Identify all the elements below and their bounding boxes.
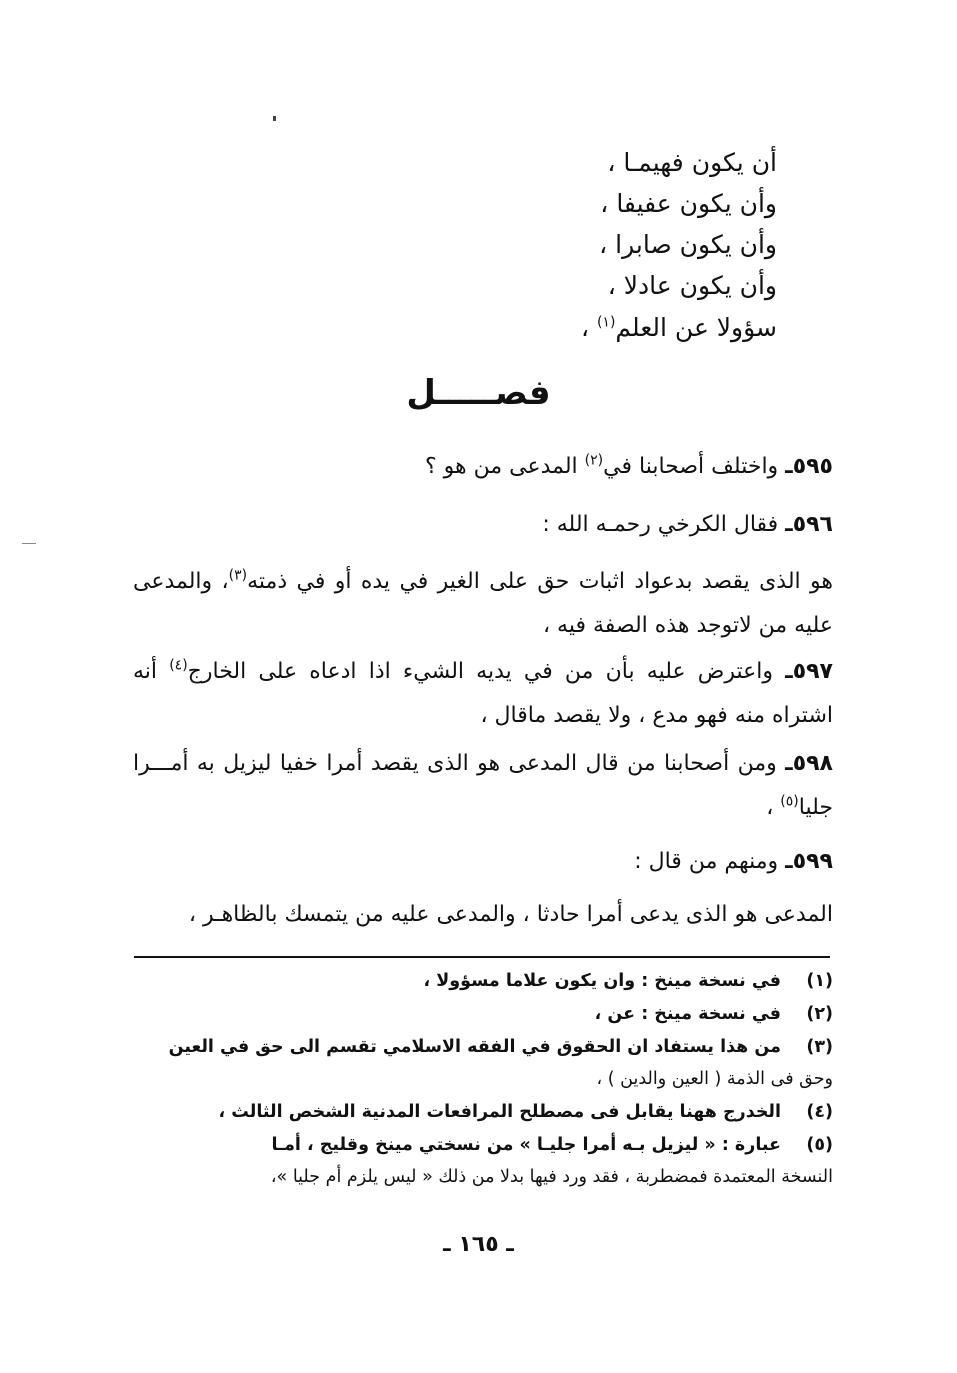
footnote-number: (٣) <box>806 1037 833 1057</box>
footnote-5 <box>133 1130 833 1161</box>
paragraph-text: واختلف أصحابنا في <box>603 454 786 479</box>
footnote-1 <box>133 966 833 997</box>
paragraph-text: أنه اشتراه منه فهو مدع ، ولا يقصد ماقال ، <box>133 659 833 728</box>
paragraph-595 <box>133 445 833 489</box>
paragraph-text: ومنهم من قال : <box>634 849 786 874</box>
paragraph-text: واعترض عليه بأن من في يديه الشيء اذا ادعاه على الخارج <box>187 659 786 684</box>
paragraph-597 <box>133 650 833 738</box>
footnote-text: في نسخة مينخ : عن ، <box>594 1004 781 1024</box>
paragraph-598 <box>133 742 833 830</box>
paragraph-596 <box>133 503 833 547</box>
margin-mark <box>22 543 36 544</box>
footnote-ref-4[interactable]: (٤) <box>169 657 188 674</box>
footnote-text: عبارة : « ليزيل بـه أمرا جليـا » من نسختي مينخ وقليج ، أمـا <box>271 1135 781 1155</box>
footnote-3-continuation: وحق فى الذمة ( العين والدين ) ، <box>596 1069 833 1089</box>
footnote-text: في نسخة مينخ : وان يكون علاما مسؤولا ، <box>423 971 781 991</box>
verse-line-5-text: سؤولا عن العلم <box>615 313 777 342</box>
paragraph-599 <box>133 840 833 884</box>
page-number: ـ ١٦٥ ـ <box>443 1232 514 1257</box>
verse-line-5-tail: ، <box>580 313 597 342</box>
footnote-number: (١) <box>806 971 833 991</box>
section-heading: فصـــــل <box>406 373 551 413</box>
paragraph-text: ، <box>766 795 781 820</box>
verse-line-3: وأن يكون صابرا ، <box>599 230 777 259</box>
footnote-4 <box>133 1097 833 1128</box>
verse-line-2: وأن يكون عفيفا ، <box>600 189 777 218</box>
footnote-ref-2[interactable]: (٢) <box>584 452 604 469</box>
verse-line-4: وأن يكون عادلا ، <box>607 271 777 300</box>
paragraph-text: المدعى من هو ؟ <box>424 454 585 479</box>
footnote-number: (٤) <box>806 1102 833 1122</box>
footnote-2 <box>133 999 833 1030</box>
footnote-ref-1[interactable]: (١) <box>596 314 616 331</box>
paragraph-number: ٥٩٥ـ <box>785 454 833 479</box>
paragraph-number: ٥٩٦ـ <box>785 512 833 537</box>
paragraph-text: ، والمدعى عليه من لاتوجد هذه الصفة فيه ، <box>133 569 833 638</box>
footnote-ref-5[interactable]: (٥) <box>780 793 799 810</box>
final-paragraph: المدعى هو الذى يدعى أمرا حادثا ، والمدعى عليه من يتمسك بالظاهـر ، <box>188 902 833 927</box>
verse-line-1: أن يكون فهيمـا ، <box>607 148 777 177</box>
footnote-separator <box>134 956 830 958</box>
paragraph-text: ومن أصحابنا من قال المدعى هو الذى يقصد أمرا خفيا ليزيل به أمـــرا جليا <box>133 751 833 820</box>
paragraph-number: ٥٩٩ـ <box>785 849 833 874</box>
footnote-5-continuation: النسخة المعتمدة فمضطربة ، فقد ورد فيها بدلا من ذلك « ليس يلزم أم جليا »، <box>270 1167 833 1187</box>
definition-paragraph <box>133 560 833 648</box>
footnote-number: (٥) <box>806 1135 833 1155</box>
paragraph-number: ٥٩٧ـ <box>785 659 833 684</box>
verse-line-5 <box>517 307 777 348</box>
speck-mark <box>273 116 276 121</box>
footnote-text: من هذا يستفاد ان الحقوق في الفقه الاسلامي تقسم الى حق في العين <box>168 1037 781 1057</box>
footnote-ref-3[interactable]: (٣) <box>228 567 248 584</box>
paragraph-number: ٥٩٨ـ <box>785 751 833 776</box>
paragraph-text: هو الذى يقصد بدعواد اثبات حق على الغير في يده أو في ذمته <box>247 569 834 594</box>
footnote-text: الخدرج ههنا يقابل فى مصطلح المرافعات المدنية الشخص الثالث ، <box>218 1102 781 1122</box>
footnote-number: (٢) <box>806 1004 833 1024</box>
paragraph-text: فقال الكرخي رحمـه الله : <box>542 512 786 537</box>
footnote-3 <box>133 1032 833 1063</box>
